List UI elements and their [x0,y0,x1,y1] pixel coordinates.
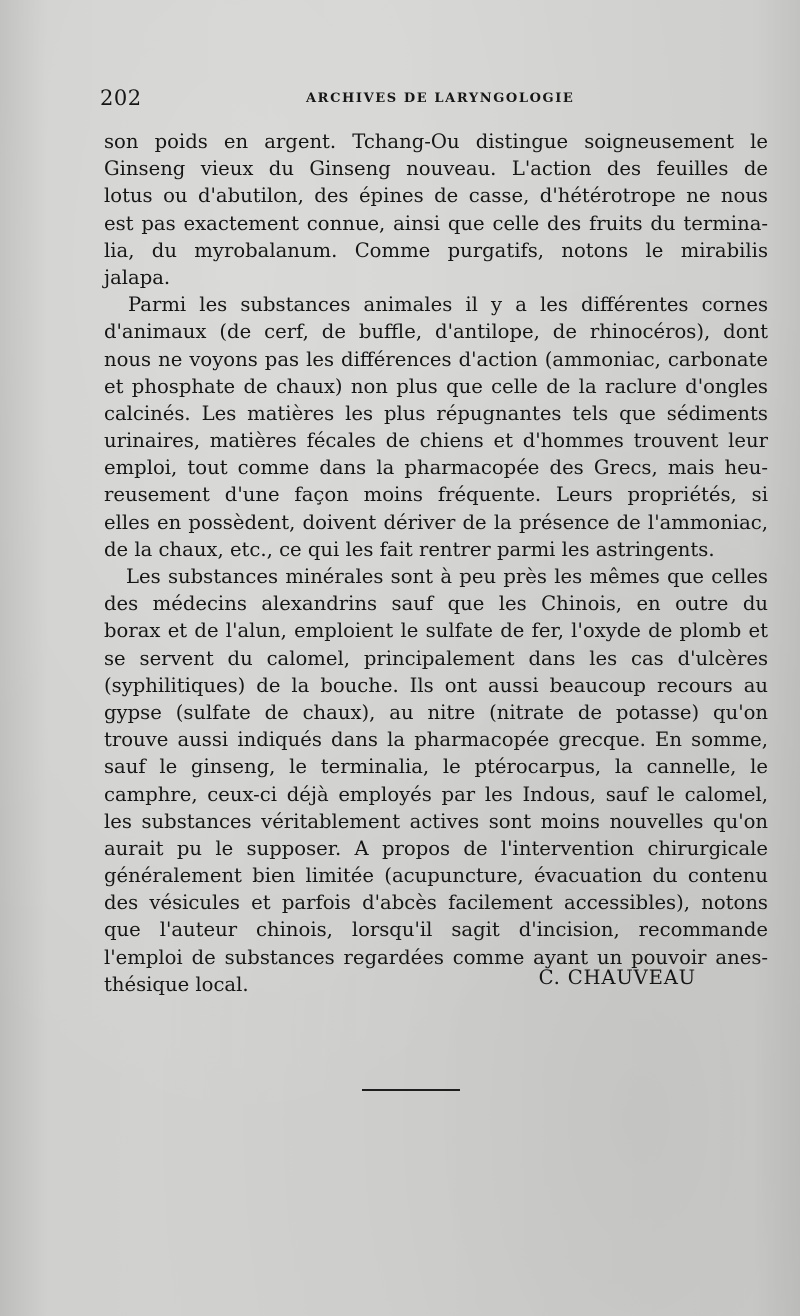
text-line: des vésicules et parfois d'abcès facilement accessibles), notons [104,891,768,915]
text-line: thésique local. [104,972,249,996]
running-head [100,86,776,112]
text-line: est pas exactement connue, ainsi que celle des fruits du termina- [104,211,768,235]
page-number: 202 [100,86,142,110]
text-line: jalapa. [104,265,171,289]
text-line: que l'auteur chinois, lorsqu'il sagit d'incision, recommande [104,918,768,942]
text-line: elles en possèdent, doivent dériver de la présence de l'ammoniac, [104,510,768,534]
text-line: nous ne voyons pas les différences d'action (ammoniac, carbonate [104,347,768,371]
text-line: de la chaux, etc., ce qui les fait rentrer parmi les astringents. [104,537,715,561]
text-line: des médecins alexandrins sauf que les Chinois, en outre du [104,592,768,616]
text-line: reusement d'une façon moins fréquente. Leurs propriétés, si [104,483,768,507]
text-line: l'emploi de substances regardées comme ayant un pouvoir anes- [104,945,768,969]
body-text [104,128,768,998]
text-line: urinaires, matières fécales de chiens et d'hommes trouvent leur [104,429,768,453]
text-line: lotus ou d'abutilon, des épines de casse, d'hétérotrope ne nous [104,184,768,208]
text-line: Ginseng vieux du Ginseng nouveau. L'action des feuilles de [104,157,768,181]
text-line: borax et de l'alun, emploient le sulfate de fer, l'oxyde de plomb et [104,619,768,643]
text-line: et phosphate de chaux) non plus que celle de la raclure d'ongles [104,374,768,398]
text-line: trouve aussi indiqués dans la pharmacopée grecque. En somme, [104,728,768,752]
text-line: aurait pu le supposer. A propos de l'intervention chirurgicale [104,836,768,860]
text-line: se servent du calomel, principalement dans les cas d'ulcères [104,646,768,670]
text-line: les substances véritablement actives sont moins nouvelles qu'on [104,809,768,833]
journal-title: ARCHIVES DE LARYNGOLOGIE [306,91,575,106]
text-line: d'animaux (de cerf, de buffle, d'antilope, de rhinocéros), dont [104,320,768,344]
text-line: camphre, ceux-ci déjà employés par les Indous, sauf le calomel, [104,782,768,806]
text-line: (syphilitiques) de la bouche. Ils ont aussi beaucoup recours au [104,673,768,697]
paragraph-start-line: Les substances minérales sont à peu près les mêmes que celles [126,565,768,588]
text-line: calcinés. Les matières les plus répugnantes tels que sédiments [104,401,768,425]
closing-rule [362,1089,460,1091]
text-line: lia, du myrobalanum. Comme purgatifs, notons le mirabilis [104,238,768,262]
text-line: sauf le ginseng, le terminalia, le ptérocarpus, la cannelle, le [104,755,768,779]
text-line: son poids en argent. Tchang-Ou distingue soigneusement le [104,130,768,153]
paragraph-start-line: Parmi les substances animales il y a les différentes cornes [128,293,768,317]
author-signature: C. CHAUVEAU [538,966,696,989]
text-line: gypse (sulfate de chaux), au nitre (nitrate de potasse) qu'on [104,700,768,724]
text-line: généralement bien limitée (acupuncture, évacuation du contenu [104,864,768,888]
text-line: emploi, tout comme dans la pharmacopée des Grecs, mais heu- [104,456,768,480]
